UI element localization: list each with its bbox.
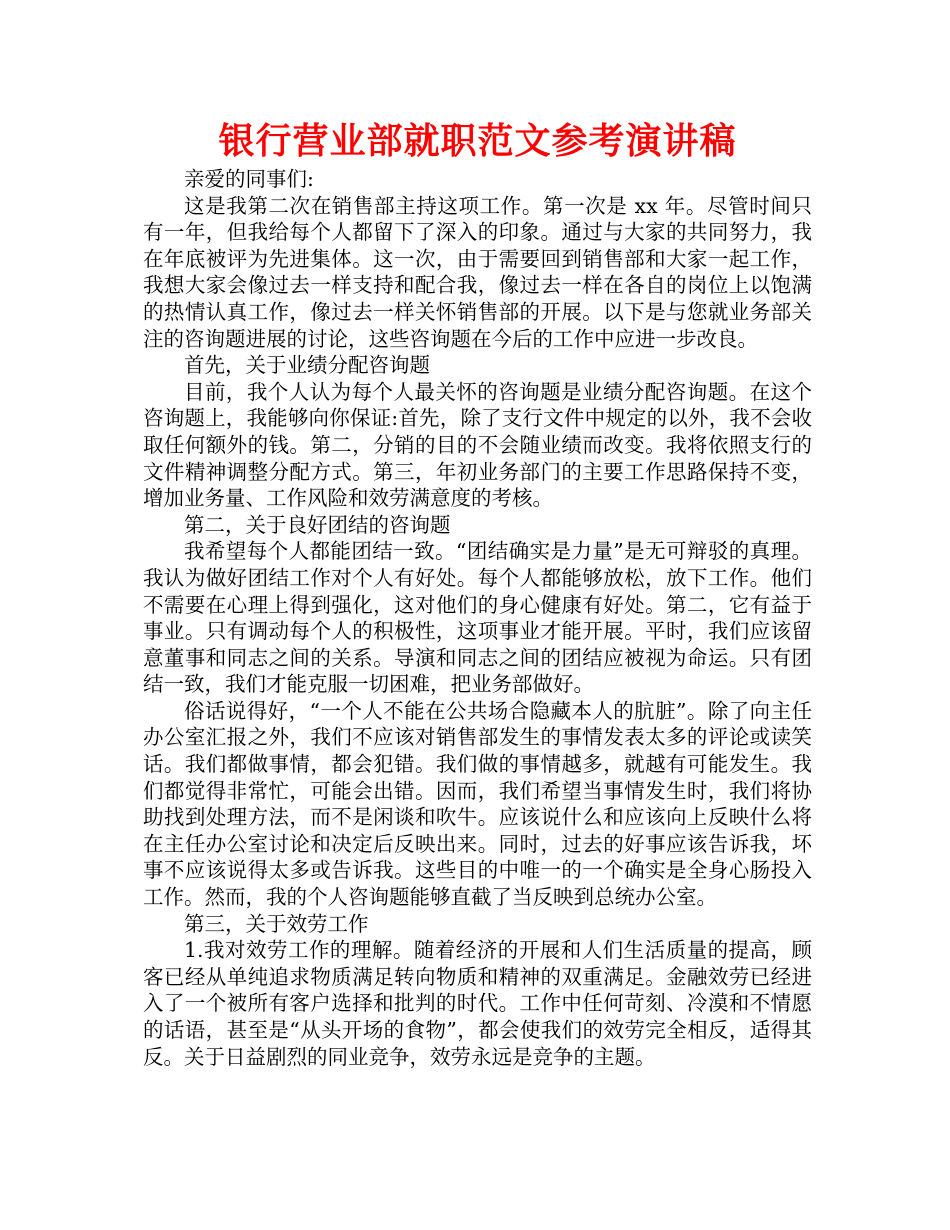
section-heading-performance: 首先，关于业绩分配咨询题: [184, 353, 430, 378]
paragraph-intro: 这是我第二次在销售部主持这项工作。第一次是 xx 年。尽管时间只有一年，但我给每个人都留下了深入的印象。通过与大家的共同努力，我在年底被评为先进集体。这一次，由于需要回到销售部和大家一起工作，我想大家会像过去一样支持和配合我，像过去一样在各自的岗位上以饱满的热情认真工作，像过去一样关怀销售部的开展。以下是与您就业务部关注的咨询题进展的讨论，这些咨询题在今后的工作中应进一步改良。: [143, 193, 812, 351]
document-title: 银行营业部就职范文参考演讲稿: [218, 121, 737, 162]
paragraph-performance: 目前，我个人认为每个人最关怀的咨询题是业绩分配咨询题。在这个咨询题上，我能够向你保证:首先，除了支行文件中规定的以外，我不会收取任何额外的钱。第二，分销的目的不会随业绩而改变。我将依照支行的文件精神调整分配方式。第三，年初业务部门的主要工作思路保持不变，增加业务量、工作风险和效劳满意度的考核。: [143, 379, 812, 511]
paragraph-unity: 我希望每个人都能团结一致。“团结确实是力量”是无可辩驳的真理。我认为做好团结工作对个人有好处。每个人都能够放松，放下工作。他们不需要在心理上得到强化，这对他们的身心健康有好处。第二，它有益于事业。只有调动每个人的积极性，这项事业才能开展。平时，我们应该留意董事和同志之间的关系。导演和同志之间的团结应被视为命运。只有团结一致，我们才能克服一切困难，把业务部做好。: [143, 539, 812, 697]
paragraph-proverb: 俗话说得好，“一个人不能在公共场合隐藏本人的肮脏”。除了向主任办公室汇报之外，我们不应该对销售部发生的事情发表太多的评论或读笑话。我们都做事情，都会犯错。我们做的事情越多，就越有可能发生。我们都觉得非常忙，可能会出错。因而，我们希望当事情发生时，我们将协助找到处理方法，而不是闲谈和吹牛。应该说什么和应该向上反映什么将在主任办公室讨论和决定后反映出来。同时，过去的好事应该告诉我，坏事不应该说得太多或告诉我。这些目的中唯一的一个确实是全身心肠投入工作。然而，我的个人咨询题能够直截了当反映到总统办公室。: [143, 698, 812, 910]
section-heading-service: 第三，关于效劳工作: [184, 911, 369, 936]
document-body: [143, 166, 812, 1070]
salutation: 亲爱的同事们:: [184, 167, 314, 191]
section-heading-unity: 第二，关于良好团结的咨询题: [184, 512, 451, 537]
paragraph-service: 1.我对效劳工作的理解。随着经济的开展和人们生活质量的提高，顾客已经从单纯追求物质满足转向物质和精神的双重满足。金融效劳已经进入了一个被所有客户选择和批判的时代。工作中任何苛刻、冷漠和不情愿的话语，甚至是“从头开场的食物”，都会使我们的效劳完全相反，适得其反。关于日益剧烈的同业竞争，效劳永远是竞争的主题。: [143, 938, 812, 1069]
